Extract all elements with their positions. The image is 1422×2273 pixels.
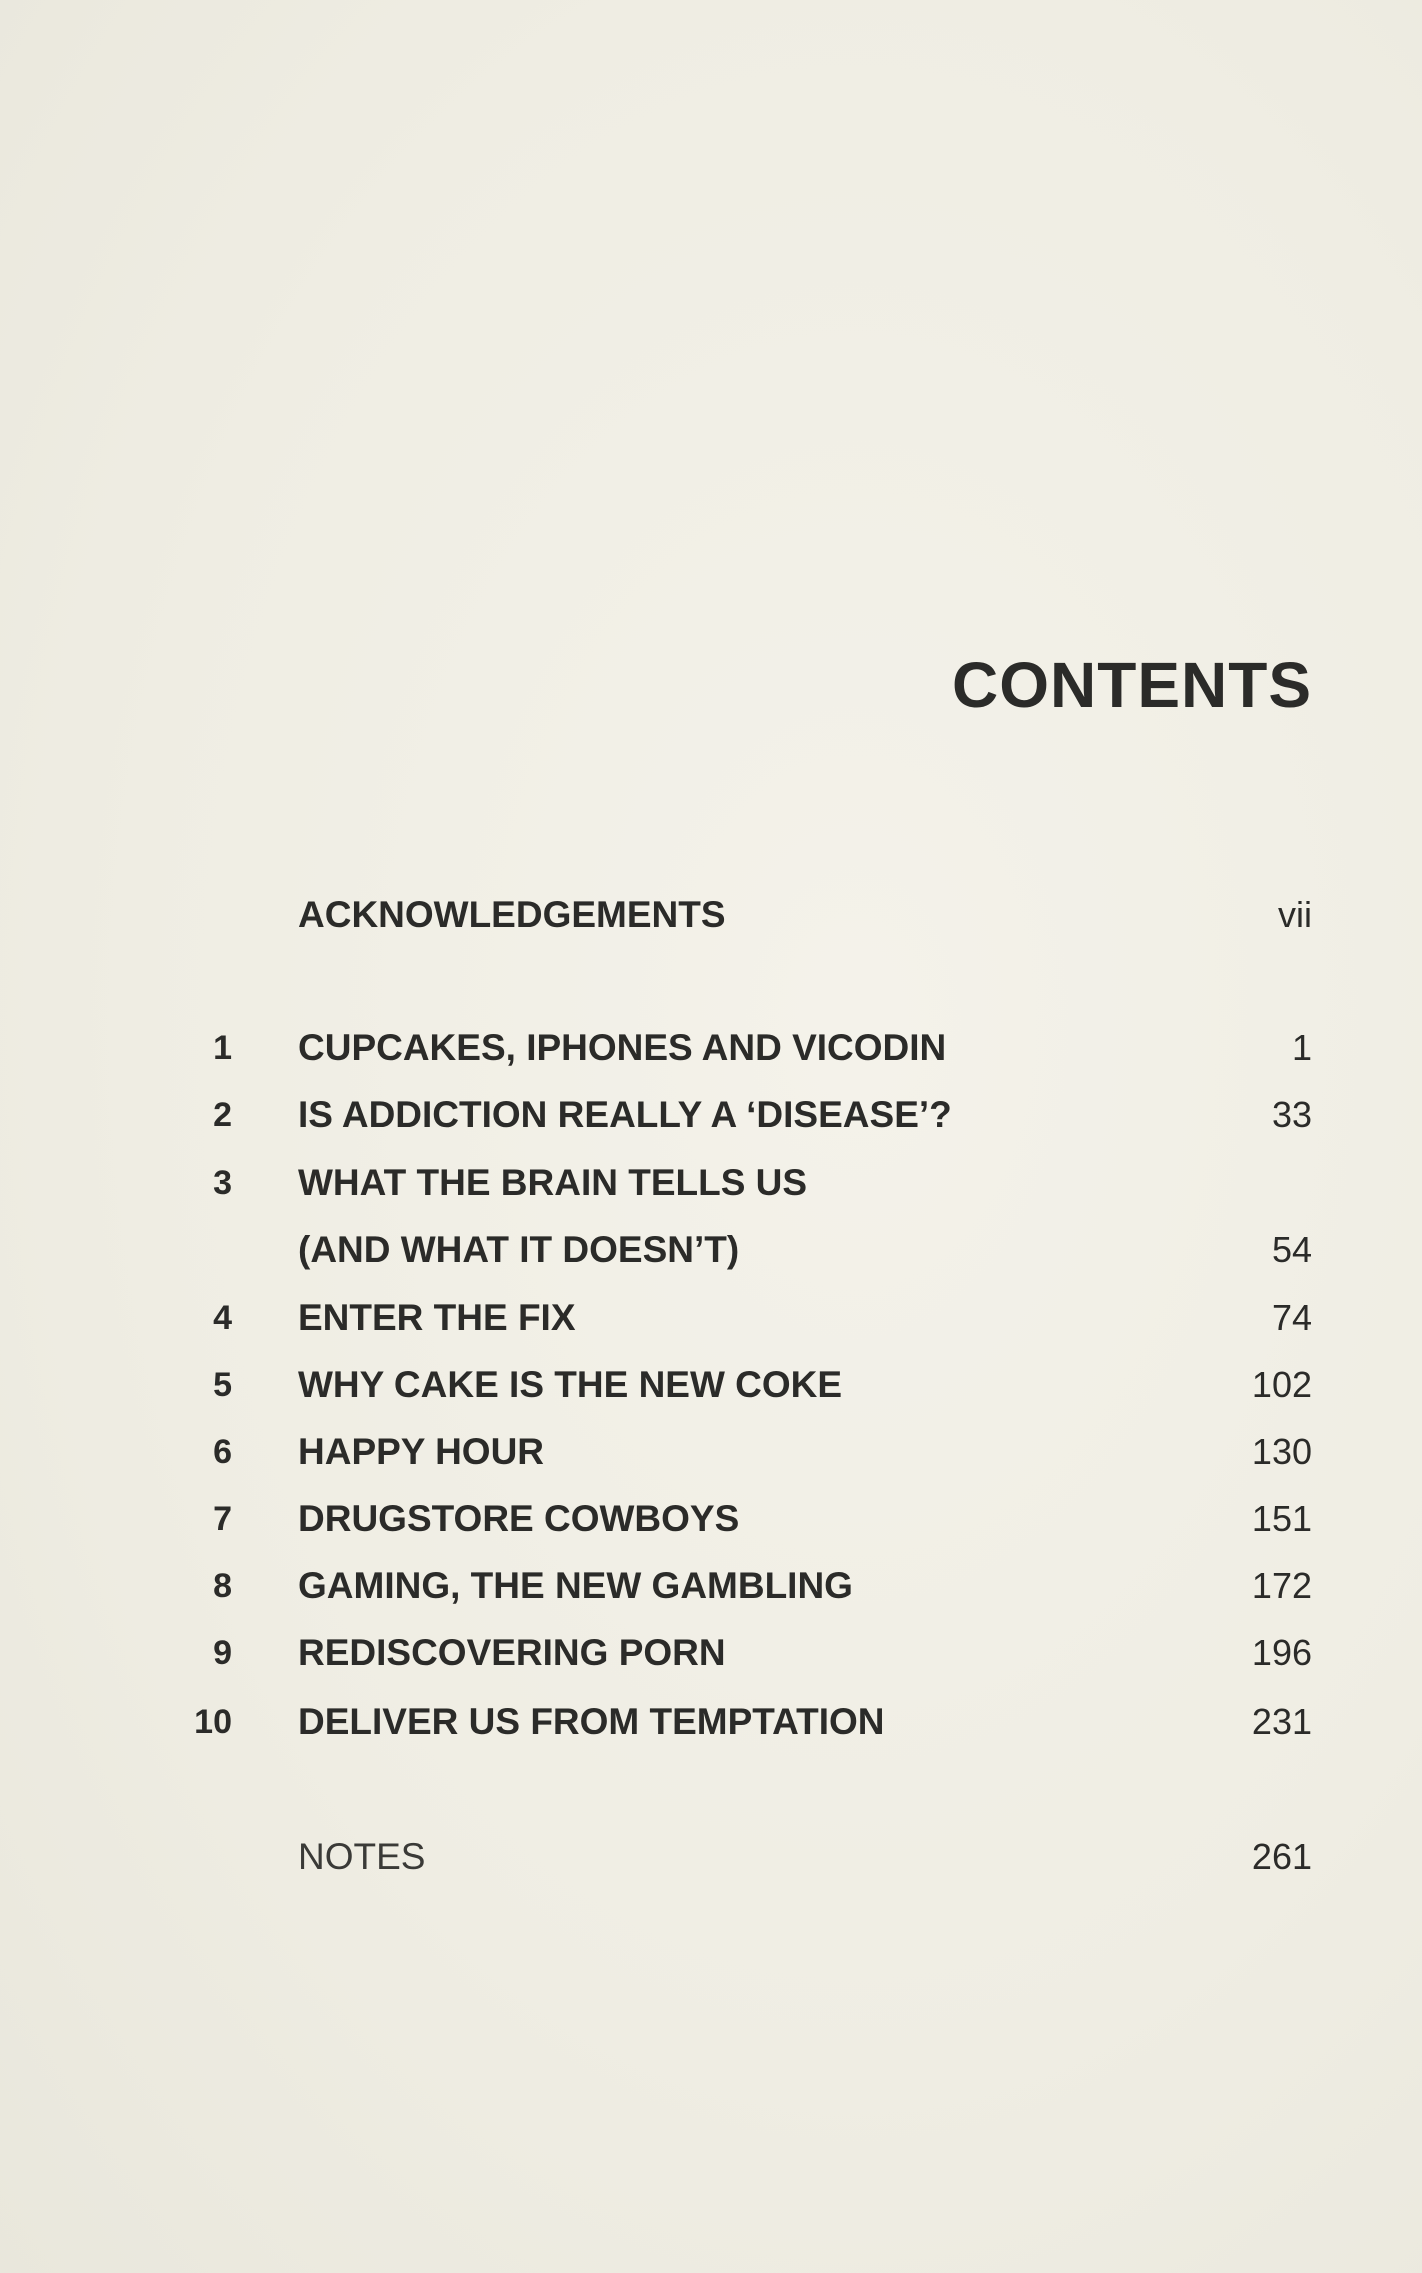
toc-entry-chapter-3-continued	[0, 1222, 1422, 1278]
toc-label: REDISCOVERING PORN	[298, 1632, 726, 1673]
toc-entry-chapter-10	[0, 1694, 1422, 1750]
toc-page-number: 231	[1251, 1701, 1312, 1742]
toc-label: ENTER THE FIX	[298, 1297, 576, 1338]
toc-entry-chapter-7	[0, 1491, 1422, 1547]
chapter-number: 2	[213, 1096, 232, 1134]
toc-page-number: 54	[1271, 1229, 1312, 1270]
toc-page-number: 102	[1251, 1364, 1312, 1405]
toc-label: WHAT THE BRAIN TELLS US	[298, 1162, 808, 1203]
page-title: CONTENTS	[952, 649, 1312, 721]
toc-label: HAPPY HOUR	[298, 1431, 545, 1472]
chapter-number: 3	[213, 1164, 232, 1202]
chapter-number: 7	[213, 1500, 232, 1538]
chapter-number: 8	[213, 1567, 232, 1605]
toc-label: (AND WHAT IT DOESN’T)	[298, 1229, 740, 1270]
toc-label: DRUGSTORE COWBOYS	[298, 1498, 740, 1539]
toc-page-number: 74	[1271, 1297, 1312, 1338]
toc-page-number: 1	[1291, 1027, 1312, 1068]
toc-page-number: 172	[1251, 1565, 1312, 1606]
chapter-number: 10	[194, 1703, 232, 1741]
toc-entry-chapter-6	[0, 1424, 1422, 1480]
toc-entry-notes	[0, 1829, 1422, 1885]
toc-entry-chapter-8	[0, 1558, 1422, 1614]
toc-page-number: 130	[1251, 1431, 1312, 1472]
toc-entry-chapter-5	[0, 1357, 1422, 1413]
toc-entry-acknowledgements	[0, 887, 1422, 943]
chapter-number: 4	[213, 1299, 232, 1337]
toc-page-number: 33	[1271, 1094, 1312, 1135]
toc-label: IS ADDICTION REALLY A ‘DISEASE’?	[298, 1094, 952, 1135]
toc-label: ACKNOWLEDGEMENTS	[298, 894, 726, 935]
toc-page-number: 261	[1251, 1836, 1312, 1877]
toc-label: GAMING, THE NEW GAMBLING	[298, 1565, 853, 1606]
toc-label: WHY CAKE IS THE NEW COKE	[298, 1364, 843, 1405]
chapter-number: 6	[213, 1433, 232, 1471]
toc-label: DELIVER US FROM TEMPTATION	[298, 1701, 885, 1742]
toc-page-number: 151	[1251, 1498, 1312, 1539]
chapter-number: 5	[213, 1366, 232, 1404]
chapter-number: 1	[213, 1029, 232, 1067]
toc-entry-chapter-2	[0, 1087, 1422, 1143]
toc-entry-chapter-4	[0, 1290, 1422, 1346]
toc-entry-chapter-9	[0, 1625, 1422, 1681]
toc-entry-chapter-3	[0, 1155, 1422, 1211]
toc-page-number: vii	[1278, 894, 1312, 935]
toc-label: NOTES	[298, 1836, 426, 1877]
toc-entry-chapter-1	[0, 1020, 1422, 1076]
toc-label: CUPCAKES, IPHONES AND VICODIN	[298, 1027, 947, 1068]
toc-page-number: 196	[1251, 1632, 1312, 1673]
chapter-number: 9	[213, 1634, 232, 1672]
